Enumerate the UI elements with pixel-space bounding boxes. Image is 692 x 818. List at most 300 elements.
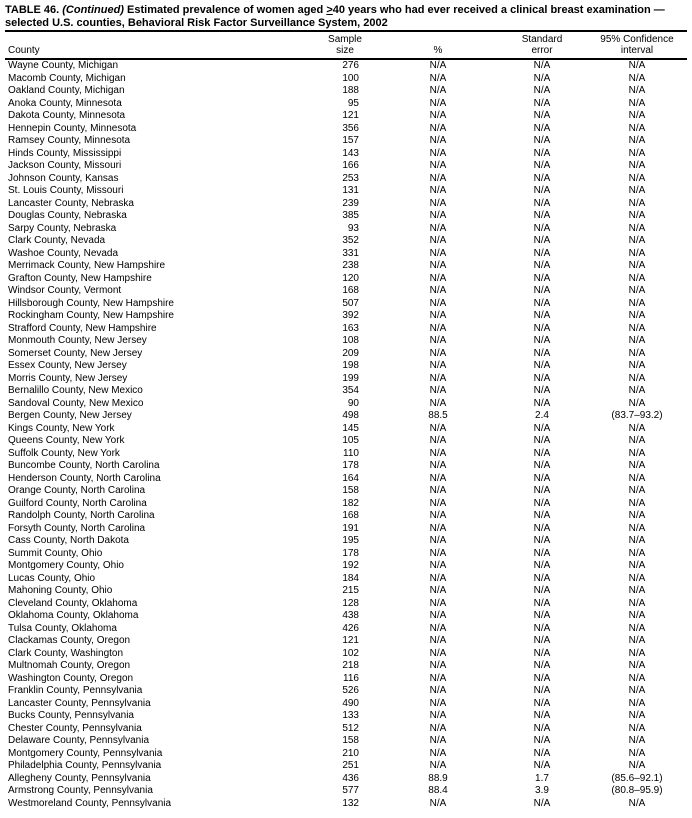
county-cell: Tulsa County, Oklahoma: [8, 622, 117, 634]
percent-cell: N/A: [429, 735, 447, 746]
confidence-interval-cell: N/A: [628, 672, 646, 684]
percent-cell: N/A: [429, 285, 447, 296]
county-cell: Hinds County, Mississippi: [8, 147, 122, 159]
confidence-interval-cell: N/A: [628, 222, 646, 234]
percent-cell: N/A: [429, 585, 447, 596]
sample-size-cell: 512: [342, 722, 359, 734]
confidence-interval-cell: N/A: [628, 110, 646, 121]
standard-error-cell: N/A: [533, 72, 551, 84]
sample-size-cell: 239: [342, 197, 359, 209]
table-title-text-cont: 40 years who had ever received a clinical breast examination —: [332, 4, 665, 16]
table-row: [5, 698, 687, 711]
standard-error-cell: N/A: [533, 247, 551, 259]
confidence-interval-cell: N/A: [628, 535, 646, 546]
county-cell: Lancaster County, Nebraska: [8, 197, 134, 209]
standard-error-cell: N/A: [533, 310, 551, 321]
percent-cell: 88.4: [428, 785, 448, 796]
percent-cell: N/A: [429, 485, 447, 496]
percent-cell: N/A: [429, 510, 447, 521]
standard-error-cell: N/A: [533, 360, 551, 371]
percent-cell: N/A: [429, 722, 447, 734]
sample-size-cell: 526: [342, 685, 359, 696]
table-row: [5, 260, 687, 273]
sample-size-cell: 145: [342, 422, 359, 434]
sample-size-cell: 120: [342, 272, 359, 284]
standard-error-cell: N/A: [533, 585, 551, 596]
county-cell: Franklin County, Pennsylvania: [8, 685, 143, 696]
percent-cell: N/A: [429, 560, 447, 571]
confidence-interval-cell: N/A: [628, 572, 646, 584]
standard-error-cell: N/A: [533, 672, 551, 684]
confidence-interval-cell: (83.7–93.2): [611, 410, 663, 421]
county-cell: Jackson County, Missouri: [8, 160, 122, 171]
standard-error-cell: N/A: [533, 60, 551, 71]
sample-size-cell: 163: [342, 322, 359, 334]
standard-error-cell: N/A: [533, 760, 551, 771]
sample-size-cell: 178: [342, 460, 359, 471]
county-cell: Armstrong County, Pennsylvania: [8, 785, 153, 796]
confidence-interval-cell: N/A: [628, 610, 646, 621]
confidence-interval-cell: N/A: [628, 747, 646, 759]
sample-size-cell: 438: [342, 610, 359, 621]
percent-cell: N/A: [429, 85, 447, 96]
county-cell: Mahoning County, Ohio: [8, 585, 113, 596]
confidence-interval-cell: N/A: [628, 247, 646, 259]
confidence-interval-cell: N/A: [628, 735, 646, 746]
table-row: [5, 773, 687, 786]
percent-cell: 88.5: [428, 410, 448, 421]
standard-error-cell: N/A: [533, 522, 551, 534]
sample-size-cell: 108: [342, 335, 359, 346]
table-row: [5, 348, 687, 361]
percent-cell: N/A: [429, 472, 447, 484]
county-cell: Cass County, North Dakota: [8, 535, 129, 546]
percent-cell: N/A: [429, 660, 447, 671]
confidence-interval-cell: N/A: [628, 435, 646, 446]
confidence-interval-cell: N/A: [628, 172, 646, 184]
sample-size-cell: 215: [342, 585, 359, 596]
standard-error-cell: N/A: [533, 222, 551, 234]
sample-size-cell: 168: [342, 510, 359, 521]
county-cell: Essex County, New Jersey: [8, 360, 127, 371]
percent-cell: N/A: [429, 685, 447, 696]
confidence-interval-cell: N/A: [628, 547, 646, 559]
sample-size-cell: 498: [342, 410, 359, 421]
standard-error-cell: N/A: [533, 572, 551, 584]
table-row: [5, 73, 687, 86]
table-row: [5, 473, 687, 486]
percent-cell: N/A: [429, 335, 447, 346]
sample-size-cell: 105: [342, 435, 359, 446]
confidence-interval-cell: N/A: [628, 235, 646, 246]
sample-size-cell: 158: [342, 735, 359, 746]
confidence-interval-cell: N/A: [628, 622, 646, 634]
confidence-interval-cell: N/A: [628, 185, 646, 196]
table-title: [5, 4, 687, 29]
percent-cell: N/A: [429, 672, 447, 684]
confidence-interval-cell: N/A: [628, 397, 646, 409]
percent-cell: N/A: [429, 310, 447, 321]
county-cell: Ramsey County, Minnesota: [8, 135, 131, 146]
confidence-interval-cell: N/A: [628, 760, 646, 771]
standard-error-cell: N/A: [533, 485, 551, 496]
table-row: [5, 635, 687, 648]
standard-error-cell: N/A: [533, 372, 551, 384]
table-number: TABLE 46.: [5, 4, 60, 16]
confidence-interval-cell: N/A: [628, 560, 646, 571]
table-row: [5, 660, 687, 673]
table-row: [5, 573, 687, 586]
table-row: [5, 59, 687, 73]
standard-error-cell: N/A: [533, 160, 551, 171]
column-header-county: County: [5, 31, 311, 59]
confidence-interval-cell: N/A: [628, 360, 646, 371]
table-row: [5, 323, 687, 336]
confidence-interval-cell: N/A: [628, 72, 646, 84]
standard-error-cell: N/A: [533, 235, 551, 246]
sample-size-cell: 192: [342, 560, 359, 571]
percent-cell: 88.9: [428, 772, 448, 784]
percent-cell: N/A: [429, 235, 447, 246]
county-cell: Kings County, New York: [8, 422, 115, 434]
standard-error-cell: N/A: [533, 97, 551, 109]
table-title-text: Estimated prevalence of women aged: [127, 4, 324, 16]
sample-size-cell: 95: [347, 97, 359, 109]
standard-error-cell: N/A: [533, 435, 551, 446]
sample-size-cell: 385: [342, 210, 359, 221]
confidence-interval-cell: N/A: [628, 797, 646, 809]
percent-cell: N/A: [429, 522, 447, 534]
table-row: [5, 148, 687, 161]
percent-cell: N/A: [429, 197, 447, 209]
county-cell: Washington County, Oregon: [8, 672, 134, 684]
table-row: [5, 523, 687, 536]
sample-size-cell: 116: [343, 672, 359, 684]
confidence-interval-cell: N/A: [628, 297, 646, 309]
confidence-interval-cell: N/A: [628, 660, 646, 671]
percent-cell: N/A: [429, 597, 447, 609]
confidence-interval-cell: N/A: [628, 147, 646, 159]
table-row: [5, 248, 687, 261]
table-row: [5, 385, 687, 398]
sample-size-cell: 238: [342, 260, 359, 271]
percent-cell: N/A: [429, 222, 447, 234]
standard-error-cell: N/A: [533, 297, 551, 309]
standard-error-cell: N/A: [533, 347, 551, 359]
county-cell: Guilford County, North Carolina: [8, 497, 147, 509]
standard-error-cell: N/A: [533, 335, 551, 346]
sample-size-cell: 507: [342, 297, 359, 309]
confidence-interval-cell: N/A: [628, 422, 646, 434]
percent-cell: N/A: [429, 247, 447, 259]
sample-size-cell: 133: [342, 710, 359, 721]
sample-size-cell: 182: [342, 497, 359, 509]
percent-cell: N/A: [429, 185, 447, 196]
standard-error-cell: N/A: [533, 710, 551, 721]
table-row: [5, 610, 687, 623]
percent-cell: N/A: [429, 797, 447, 809]
standard-error-cell: N/A: [533, 747, 551, 759]
table-row: [5, 560, 687, 573]
sample-size-cell: 90: [347, 397, 359, 409]
percent-cell: N/A: [429, 760, 447, 771]
standard-error-cell: N/A: [533, 685, 551, 696]
county-cell: Philadelphia County, Pennsylvania: [8, 760, 162, 771]
standard-error-cell: 1.7: [535, 772, 549, 784]
percent-cell: N/A: [429, 210, 447, 221]
confidence-interval-cell: N/A: [628, 310, 646, 321]
standard-error-cell: N/A: [533, 185, 551, 196]
sample-size-cell: 354: [342, 385, 359, 396]
confidence-interval-cell: N/A: [628, 585, 646, 596]
standard-error-cell: 3.9: [535, 785, 549, 796]
table-row: [5, 648, 687, 661]
confidence-interval-cell: N/A: [628, 60, 646, 71]
percent-cell: N/A: [429, 297, 447, 309]
sample-size-cell: 199: [342, 372, 359, 384]
table-row: [5, 335, 687, 348]
sample-size-cell: 352: [342, 235, 359, 246]
confidence-interval-cell: N/A: [628, 335, 646, 346]
county-cell: Summit County, Ohio: [8, 547, 103, 559]
county-cell: Buncombe County, North Carolina: [8, 460, 160, 471]
standard-error-cell: N/A: [533, 510, 551, 521]
confidence-interval-cell: N/A: [628, 722, 646, 734]
county-cell: Lancaster County, Pennsylvania: [8, 697, 151, 709]
table-row: [5, 760, 687, 773]
percent-cell: N/A: [429, 460, 447, 471]
table-row: [5, 435, 687, 448]
percent-cell: N/A: [429, 447, 447, 459]
county-cell: Grafton County, New Hampshire: [8, 272, 152, 284]
standard-error-cell: N/A: [533, 560, 551, 571]
table-row: [5, 223, 687, 236]
table-row: [5, 285, 687, 298]
county-cell: Lucas County, Ohio: [8, 572, 96, 584]
table-row: [5, 110, 687, 123]
table-row: [5, 85, 687, 98]
county-cell: Windsor County, Vermont: [8, 285, 122, 296]
percent-cell: N/A: [429, 622, 447, 634]
sample-size-cell: 331: [342, 247, 359, 259]
table-title-line1: [5, 4, 687, 17]
county-cell: Strafford County, New Hampshire: [8, 322, 157, 334]
confidence-interval-cell: N/A: [628, 385, 646, 396]
table-row: [5, 310, 687, 323]
confidence-interval-cell: N/A: [628, 210, 646, 221]
table-row: [5, 748, 687, 761]
county-cell: Clark County, Nevada: [8, 235, 106, 246]
county-cell: Bergen County, New Jersey: [8, 410, 132, 421]
percent-cell: N/A: [429, 747, 447, 759]
standard-error-cell: N/A: [533, 697, 551, 709]
county-cell: Bernalillo County, New Mexico: [8, 385, 143, 396]
percent-cell: N/A: [429, 435, 447, 446]
table-row: [5, 185, 687, 198]
table-row: [5, 685, 687, 698]
table-row: [5, 298, 687, 311]
county-cell: Allegheny County, Pennsylvania: [8, 772, 151, 784]
confidence-interval-cell: (85.6–92.1): [611, 772, 663, 784]
percent-cell: N/A: [429, 572, 447, 584]
county-cell: Sandoval County, New Mexico: [8, 397, 144, 409]
standard-error-cell: N/A: [533, 635, 551, 646]
county-cell: Chester County, Pennsylvania: [8, 722, 142, 734]
standard-error-cell: N/A: [533, 610, 551, 621]
sample-size-cell: 191: [342, 522, 359, 534]
sample-size-cell: 158: [342, 485, 359, 496]
prevalence-table: [5, 30, 687, 810]
sample-size-cell: 178: [342, 547, 359, 559]
sample-size-cell: 121: [342, 635, 359, 646]
county-cell: Monmouth County, New Jersey: [8, 335, 147, 346]
standard-error-cell: N/A: [533, 110, 551, 121]
percent-cell: N/A: [429, 547, 447, 559]
confidence-interval-cell: N/A: [628, 272, 646, 284]
county-cell: Anoka County, Minnesota: [8, 97, 122, 109]
percent-cell: N/A: [429, 610, 447, 621]
standard-error-cell: N/A: [533, 497, 551, 509]
table-row: [5, 598, 687, 611]
confidence-interval-cell: N/A: [628, 597, 646, 609]
standard-error-cell: N/A: [533, 135, 551, 146]
table-row: [5, 235, 687, 248]
column-header-standard-error: Standard error: [497, 31, 587, 59]
sample-size-cell: 102: [342, 647, 359, 659]
sample-size-cell: 128: [342, 597, 359, 609]
county-cell: Sarpy County, Nebraska: [8, 222, 117, 234]
sample-size-cell: 426: [342, 622, 359, 634]
standard-error-cell: N/A: [533, 322, 551, 334]
county-cell: Washoe County, Nevada: [8, 247, 119, 259]
confidence-interval-cell: N/A: [628, 322, 646, 334]
percent-cell: N/A: [429, 497, 447, 509]
county-cell: Merrimack County, New Hampshire: [8, 260, 166, 271]
county-cell: Douglas County, Nebraska: [8, 210, 127, 221]
table-row: [5, 535, 687, 548]
county-cell: Rockingham County, New Hampshire: [8, 310, 174, 321]
table-row: [5, 410, 687, 423]
table-row: [5, 498, 687, 511]
table-row: [5, 123, 687, 136]
standard-error-cell: N/A: [533, 85, 551, 96]
standard-error-cell: 2.4: [535, 410, 549, 421]
standard-error-cell: N/A: [533, 147, 551, 159]
standard-error-cell: N/A: [533, 422, 551, 434]
standard-error-cell: N/A: [533, 547, 551, 559]
sample-size-cell: 356: [342, 122, 359, 134]
percent-cell: N/A: [429, 110, 447, 121]
confidence-interval-cell: N/A: [628, 122, 646, 134]
sample-size-cell: 93: [347, 222, 359, 234]
sample-size-cell: 121: [342, 110, 359, 121]
sample-size-cell: 490: [342, 697, 359, 709]
sample-size-cell: 276: [342, 60, 359, 71]
standard-error-cell: N/A: [533, 210, 551, 221]
standard-error-cell: N/A: [533, 797, 551, 809]
county-cell: Wayne County, Michigan: [8, 60, 119, 71]
county-cell: Orange County, North Carolina: [8, 485, 146, 496]
county-cell: Suffolk County, New York: [8, 447, 120, 459]
table-row: [5, 735, 687, 748]
percent-cell: N/A: [429, 397, 447, 409]
table-row: [5, 98, 687, 111]
column-header-percent: %: [379, 31, 497, 59]
table-row: [5, 160, 687, 173]
table-title-line2: selected U.S. counties, Behavioral Risk Factor Surveillance System, 2002: [5, 16, 388, 29]
table-row: [5, 198, 687, 211]
percent-cell: N/A: [429, 535, 447, 546]
percent-cell: N/A: [429, 122, 447, 134]
table-row: [5, 273, 687, 286]
standard-error-cell: N/A: [533, 472, 551, 484]
county-cell: Clackamas County, Oregon: [8, 635, 131, 646]
standard-error-cell: N/A: [533, 385, 551, 396]
sample-size-cell: 218: [342, 660, 359, 671]
percent-cell: N/A: [429, 72, 447, 84]
county-cell: Delaware County, Pennsylvania: [8, 735, 150, 746]
county-cell: Bucks County, Pennsylvania: [8, 710, 134, 721]
county-cell: Montgomery County, Ohio: [8, 560, 124, 571]
county-cell: Morris County, New Jersey: [8, 372, 128, 384]
column-header-confidence-interval: 95% Confidence interval: [587, 31, 687, 59]
table-continued-flag: (Continued): [62, 4, 124, 16]
county-cell: Cleveland County, Oklahoma: [8, 597, 138, 609]
sample-size-cell: 157: [342, 135, 359, 146]
sample-size-cell: 100: [342, 72, 359, 84]
table-header: [5, 31, 687, 59]
table-row: [5, 135, 687, 148]
county-cell: Hillsborough County, New Hampshire: [8, 297, 174, 309]
percent-cell: N/A: [429, 147, 447, 159]
table-row: [5, 423, 687, 436]
percent-cell: N/A: [429, 172, 447, 184]
confidence-interval-cell: N/A: [628, 285, 646, 296]
county-cell: Oakland County, Michigan: [8, 85, 125, 96]
sample-size-cell: 251: [342, 760, 359, 771]
standard-error-cell: N/A: [533, 460, 551, 471]
sample-size-cell: 210: [342, 747, 359, 759]
county-cell: Montgomery County, Pennsylvania: [8, 747, 163, 759]
table-body: [5, 59, 687, 810]
sample-size-cell: 166: [342, 160, 359, 171]
standard-error-cell: N/A: [533, 272, 551, 284]
percent-cell: N/A: [429, 160, 447, 171]
table-row: [5, 623, 687, 636]
standard-error-cell: N/A: [533, 447, 551, 459]
percent-cell: N/A: [429, 322, 447, 334]
sample-size-cell: 198: [342, 360, 359, 371]
county-cell: Multnomah County, Oregon: [8, 660, 131, 671]
greater-equal-symbol: >: [326, 4, 333, 16]
county-cell: Henderson County, North Carolina: [8, 472, 161, 484]
county-cell: Westmoreland County, Pennsylvania: [8, 797, 172, 809]
confidence-interval-cell: N/A: [628, 522, 646, 534]
county-cell: Oklahoma County, Oklahoma: [8, 610, 139, 621]
confidence-interval-cell: N/A: [628, 135, 646, 146]
percent-cell: N/A: [429, 272, 447, 284]
percent-cell: N/A: [429, 347, 447, 359]
standard-error-cell: N/A: [533, 397, 551, 409]
standard-error-cell: N/A: [533, 597, 551, 609]
confidence-interval-cell: N/A: [628, 710, 646, 721]
standard-error-cell: N/A: [533, 285, 551, 296]
table-row: [5, 710, 687, 723]
confidence-interval-cell: N/A: [628, 647, 646, 659]
sample-size-cell: 188: [342, 85, 359, 96]
percent-cell: N/A: [429, 60, 447, 71]
percent-cell: N/A: [429, 647, 447, 659]
